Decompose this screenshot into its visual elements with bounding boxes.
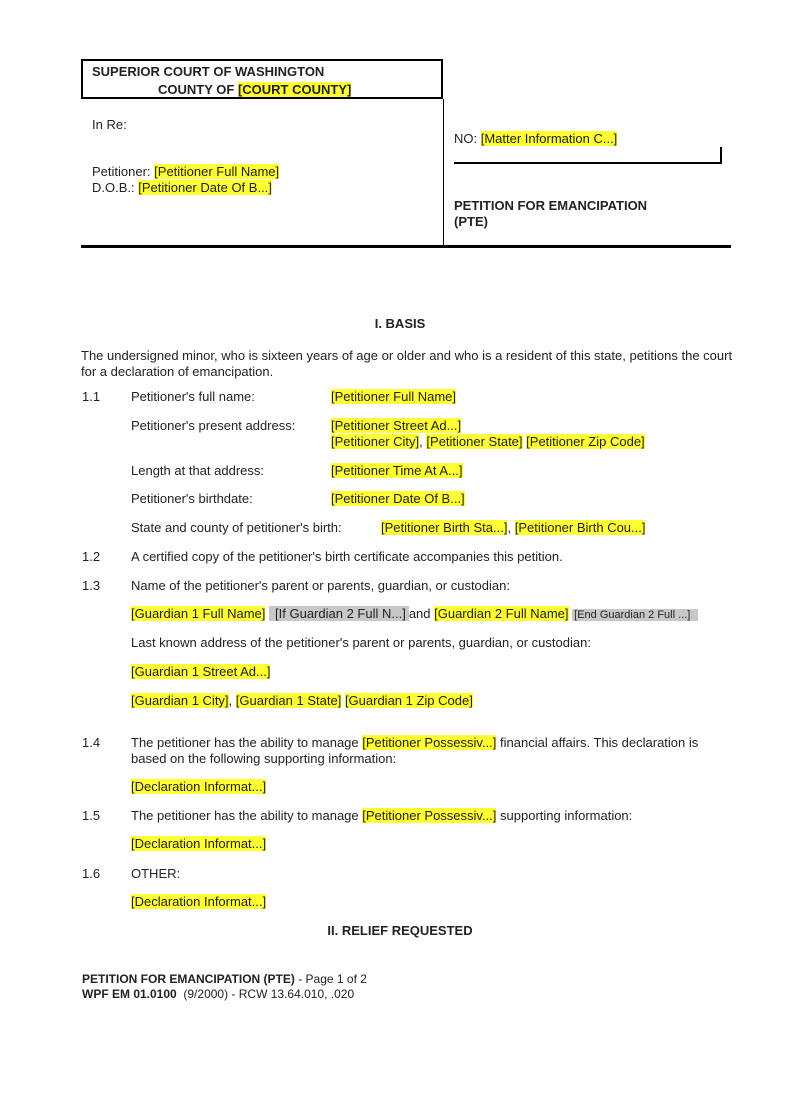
guardian-city-field[interactable]: [Guardian 1 City] bbox=[131, 693, 229, 708]
case-number-tick bbox=[720, 147, 722, 164]
dob-field[interactable]: [Petitioner Date Of B...] bbox=[138, 180, 272, 195]
comma: , bbox=[419, 434, 423, 449]
support-text-b: supporting information: bbox=[496, 808, 633, 823]
comma: , bbox=[507, 520, 512, 535]
support-text bbox=[131, 808, 632, 823]
financial-text-b: financial affairs. This declaration is based on the following supporting information: bbox=[131, 735, 699, 766]
guardian-street-field[interactable]: [Guardian 1 Street Ad...] bbox=[131, 664, 271, 679]
county-prefix: COUNTY OF bbox=[158, 82, 238, 97]
length-at-address-field[interactable]: [Petitioner Time At A...] bbox=[331, 463, 463, 478]
section-number-1-1: 1.1 bbox=[82, 389, 101, 404]
case-number-rule bbox=[454, 162, 722, 164]
end-guardian-2-field[interactable]: [End Guardian 2 Full ...] bbox=[572, 609, 698, 621]
birth-place-label: State and county of petitioner's birth: bbox=[131, 520, 342, 535]
birthdate-label: Petitioner's birthdate: bbox=[131, 491, 253, 506]
footer-form-id: WPF EM 01.0100 bbox=[82, 987, 177, 1001]
section-number-1-3: 1.3 bbox=[82, 578, 101, 593]
full-name-label: Petitioner's full name: bbox=[131, 389, 255, 404]
footer-form-info: (9/2000) - RCW 13.64.010, .020 bbox=[176, 987, 355, 1001]
case-number-field[interactable]: [Matter Information C...] bbox=[480, 131, 618, 146]
declaration-field-1-6[interactable]: [Declaration Informat...] bbox=[131, 894, 267, 909]
caption-divider bbox=[443, 99, 444, 247]
guardian-1-name-field[interactable]: [Guardian 1 Full Name] bbox=[131, 606, 266, 621]
financial-text-a: The petitioner has the ability to manage bbox=[131, 735, 363, 750]
possessive-field[interactable]: [Petitioner Possessiv...] bbox=[362, 808, 497, 823]
relief-heading: II. RELIEF REQUESTED bbox=[327, 923, 473, 938]
declaration-field-1-5[interactable]: [Declaration Informat...] bbox=[131, 836, 267, 851]
basis-heading: I. BASIS bbox=[374, 316, 426, 331]
section-number-1-5: 1.5 bbox=[82, 808, 101, 823]
section-number-1-4: 1.4 bbox=[82, 735, 101, 750]
length-at-address-label: Length at that address: bbox=[131, 463, 264, 478]
court-county-field[interactable]: [COURT COUNTY] bbox=[237, 82, 352, 97]
dob-line bbox=[92, 180, 272, 195]
footer-title-line bbox=[82, 972, 367, 986]
possessive-field[interactable]: [Petitioner Possessiv...] bbox=[362, 735, 497, 750]
footer-form-line bbox=[82, 987, 354, 1001]
guardian-address-prompt: Last known address of the petitioner's parent or parents, guardian, or custodian: bbox=[131, 635, 591, 650]
dob-label: D.O.B.: bbox=[92, 180, 139, 195]
guardian-zip-field[interactable]: [Guardian 1 Zip Code] bbox=[344, 693, 473, 708]
guardian-name-prompt: Name of the petitioner's parent or parents, guardian, or custodian: bbox=[131, 578, 510, 593]
present-address-label: Petitioner's present address: bbox=[131, 418, 296, 433]
birthdate-field[interactable]: [Petitioner Date Of B...] bbox=[331, 491, 465, 506]
petitioner-line bbox=[92, 164, 279, 179]
section-number-1-2: 1.2 bbox=[82, 549, 101, 564]
full-name-field[interactable]: [Petitioner Full Name] bbox=[331, 389, 456, 404]
birth-county-field[interactable]: [Petitioner Birth Cou...] bbox=[514, 520, 646, 535]
other-label: OTHER: bbox=[131, 866, 181, 881]
section-number-1-6: 1.6 bbox=[82, 866, 101, 881]
birth-certificate-text: A certified copy of the petitioner's birth certificate accompanies this petition. bbox=[131, 549, 563, 564]
if-guardian-2-field[interactable]: [If Guardian 2 Full N...] bbox=[269, 606, 409, 621]
street-address-field[interactable]: [Petitioner Street Ad...] bbox=[331, 418, 462, 433]
city-field[interactable]: [Petitioner City] bbox=[331, 434, 420, 449]
declaration-field-1-4[interactable]: [Declaration Informat...] bbox=[131, 779, 267, 794]
footer-page: - Page 1 of 2 bbox=[294, 972, 367, 986]
guardian-2-name-field[interactable]: [Guardian 2 Full Name] bbox=[434, 606, 569, 621]
court-county-line bbox=[158, 82, 351, 97]
document-title: PETITION FOR EMANCIPATION bbox=[454, 198, 648, 213]
guardian-city-state-zip-line bbox=[131, 693, 473, 708]
footer-title: PETITION FOR EMANCIPATION (PTE) bbox=[82, 972, 295, 986]
petitioner-label: Petitioner: bbox=[92, 164, 155, 179]
support-text-a: The petitioner has the ability to manage bbox=[131, 808, 363, 823]
basis-intro: The undersigned minor, who is sixteen years of age or older and who is a resident of this state, petitions the court for a declaration of emancipation. bbox=[81, 348, 733, 379]
guardian-state-field[interactable]: [Guardian 1 State] bbox=[235, 693, 342, 708]
document-title-code: (PTE) bbox=[454, 214, 488, 229]
comma: , bbox=[228, 693, 233, 708]
case-number-label: NO: bbox=[454, 131, 481, 146]
case-number-line bbox=[454, 131, 617, 146]
and-text: and bbox=[408, 606, 435, 621]
caption-bottom-rule bbox=[81, 245, 731, 248]
petitioner-name-field[interactable]: [Petitioner Full Name] bbox=[154, 164, 280, 179]
zip-field[interactable]: [Petitioner Zip Code] bbox=[526, 434, 645, 449]
birth-state-field[interactable]: [Petitioner Birth Sta...] bbox=[381, 520, 508, 535]
state-field[interactable]: [Petitioner State] bbox=[426, 434, 523, 449]
city-state-zip-line bbox=[331, 434, 645, 449]
birth-place-line bbox=[381, 520, 645, 535]
guardian-names-line bbox=[131, 606, 698, 621]
financial-affairs-text bbox=[131, 735, 736, 767]
in-re-label: In Re: bbox=[92, 117, 127, 132]
court-name: SUPERIOR COURT OF WASHINGTON bbox=[92, 64, 325, 79]
